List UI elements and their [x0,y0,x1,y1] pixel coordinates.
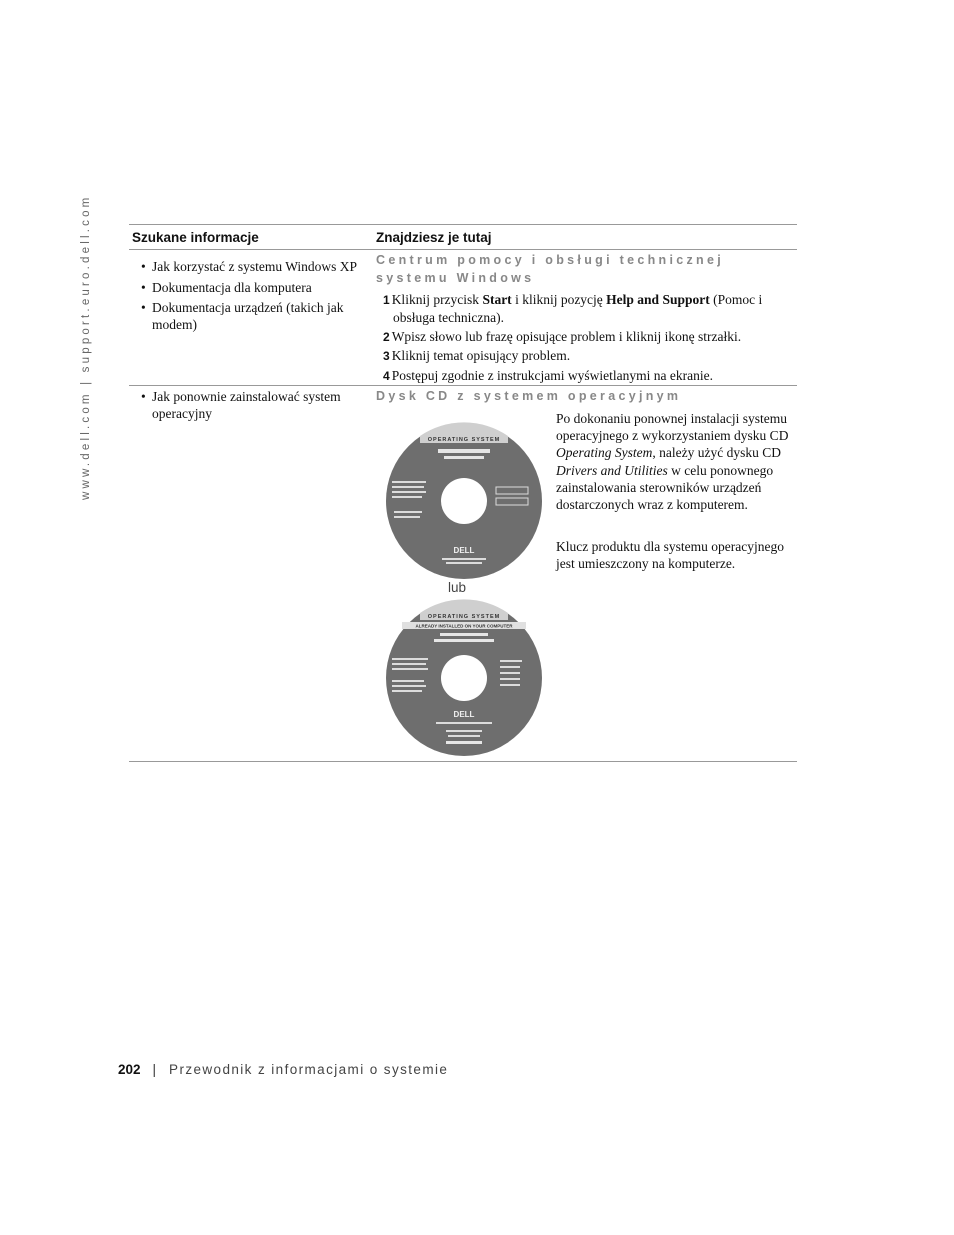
disc-text-line [500,678,520,680]
disc-label-line [440,633,488,636]
table-row [129,250,797,385]
disc-label-line [444,456,484,459]
os-cd-name: Operating System [556,445,653,461]
disc-text-line [500,660,522,662]
step-text: i kliknij pozycję [511,292,607,307]
list-item: • Jak ponownie zainstalować system operacyjny [132,388,376,422]
disc-text-line [446,562,482,564]
list-item: • Jak korzystać z systemu Windows XP [132,258,376,275]
para-text: w celu ponownego zainstalowania sterowników urządzeń dostarczonych wraz z komputerem. [556,462,774,513]
disc-text-line [446,741,482,744]
disc-band-text: ALREADY INSTALLED ON YOUR COMPUTER [415,623,513,629]
disc-text-line [392,685,426,687]
disc-text-line [436,722,492,724]
disc-text-line [500,672,520,674]
step-text: Kliknij przycisk [391,292,483,307]
para-text: , należy użyć dysku CD [652,445,781,461]
disc-text-line [392,481,426,483]
disc-text-line [446,730,482,732]
disc-text-line [392,486,424,488]
reinstall-paragraph [556,410,798,513]
dell-logo: DELL [453,710,475,719]
step-number: 4 [383,368,390,383]
step-item [376,291,797,326]
step-text: (Pomoc i obsługa techniczna). [393,292,763,325]
step-item [376,367,797,385]
disc-title: OPERATING SYSTEM [427,614,501,620]
sidebar-url: www.dell.com | support.euro.dell.com [80,194,92,500]
disc-text-line [392,663,426,665]
disc-text-line [500,684,520,686]
disc-text-line [392,690,422,692]
section-title: Centrum pomocy i obsługi technicznej systemu Windows [376,253,724,285]
table-row [129,386,797,761]
disc-text-line [392,496,422,498]
step-number: 3 [383,349,390,363]
disc-text-line [394,516,420,518]
os-cd-disc-image-preinstalled [384,598,544,758]
disc-text-line [394,511,422,513]
step-number: 1 [383,293,390,307]
header-col1: Szukane informacje [132,229,259,245]
product-key-paragraph: Klucz produktu dla systemu operacyjnego jest umieszczony na komputerze. [556,539,784,572]
step-number: 2 [383,329,390,344]
step-item [376,347,797,365]
para-text: Po dokonaniu ponownej instalacji systemu operacyjnego z wykorzystaniem dysku CD [556,411,789,444]
disc-text-line [500,666,520,668]
list-item: • Dokumentacja dla komputera [132,279,376,296]
table-header [129,225,797,249]
step-text: Postępuj zgodnie z instrukcjami wyświetlanymi na ekranie. [391,367,713,383]
start-label: Start [482,292,512,307]
or-label: lub [448,580,467,595]
drivers-cd-name: Drivers and Utilities [556,462,668,478]
table-bottom-rule [129,761,797,762]
footer-title: Przewodnik z informacjami o systemie [169,1062,449,1077]
page-footer [118,1062,448,1077]
header-col2: Znajdziesz je tutaj [376,229,492,245]
footer-separator: | [152,1062,157,1077]
disc-label-line [434,639,494,642]
list-item: • Dokumentacja urządzeń (takich jak modem) [132,299,376,333]
section-title: Dysk CD z systemem operacyjnym [376,389,682,403]
disc-text-line [392,680,424,682]
os-cd-disc-image [384,421,544,581]
disc-text-line [392,491,426,493]
page-number: 202 [118,1062,141,1077]
row1-topics [129,250,376,385]
disc-text-line [392,668,428,670]
disc-text-line [448,735,480,737]
row2-topics [129,386,376,761]
step-text: Kliknij temat opisujący problem. [391,348,571,363]
help-support-label: Help and Support [606,292,710,307]
disc-hole [441,478,487,524]
disc-text-line [392,658,428,660]
disc-text-line [442,558,486,560]
dell-logo: DELL [453,546,475,555]
step-text: Wpisz słowo lub frazę opisujące problem i kliknij ikonę strzałki. [391,328,742,344]
step-item [376,328,797,346]
disc-title: OPERATING SYSTEM [427,437,501,443]
row1-source [376,250,797,385]
disc-hole [441,655,487,701]
disc-label-line [438,449,490,453]
info-table [129,224,797,762]
